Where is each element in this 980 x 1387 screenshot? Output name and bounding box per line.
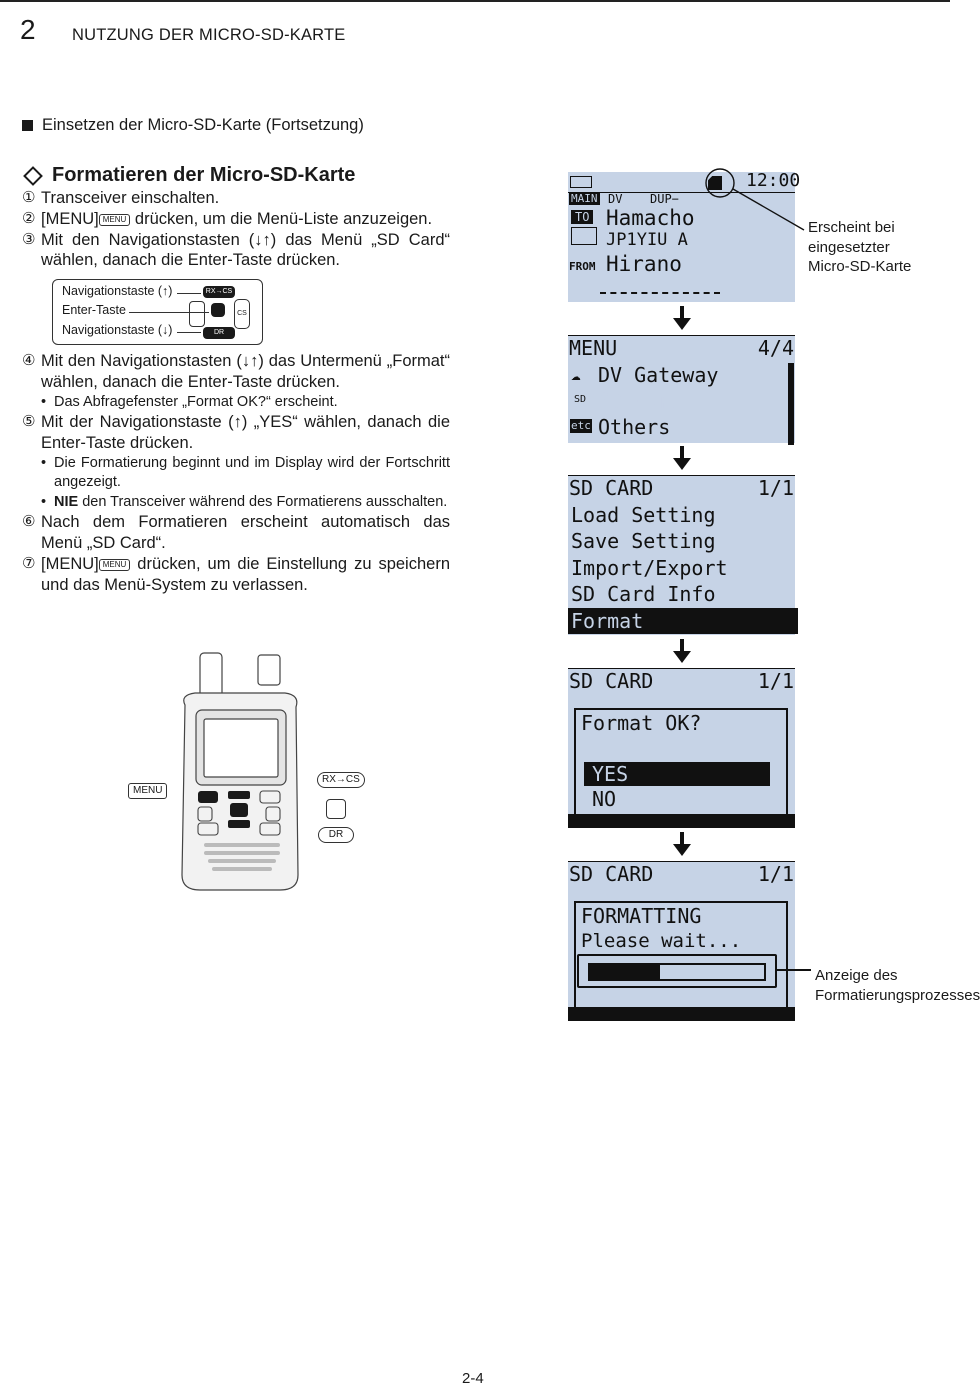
left-key-icon bbox=[189, 301, 205, 327]
sdcard-title-row: SD CARD 1/1 bbox=[569, 476, 794, 500]
dialog-question: Format OK? bbox=[581, 711, 702, 735]
from-tag: FROM bbox=[569, 260, 596, 273]
yes-option: YES bbox=[584, 762, 770, 786]
flow-arrow-2 bbox=[673, 446, 691, 470]
subsection-title: Formatieren der Micro-SD-Karte bbox=[52, 164, 356, 186]
cloud-icon: ☁ bbox=[571, 365, 581, 384]
etc-tag-icon: etc bbox=[571, 419, 591, 432]
step-2: ② [MENU] MENU drücken, um die Menü-Liste anzuzeigen. bbox=[22, 209, 433, 228]
nav-down-label: Navigationstaste (↓) bbox=[62, 323, 173, 337]
rxcs-key-icon: RX→CS bbox=[203, 286, 235, 298]
from-name: Hirano bbox=[606, 252, 682, 276]
diamond-icon bbox=[23, 166, 43, 186]
dr-key-icon: DR bbox=[318, 827, 354, 843]
steps-block-2 bbox=[22, 351, 450, 595]
sdcard-item-save: Save Setting bbox=[571, 529, 716, 553]
step-4: ④ Mit den Navigationstasten (↓↑) das Untermenü „Format“ wählen, danach die Enter-Taste drücken. bbox=[22, 352, 450, 391]
nav-up-label: Navigationstaste (↑) bbox=[62, 284, 173, 298]
lcd-progress-screen bbox=[568, 861, 795, 1021]
main-tag: MAIN bbox=[571, 192, 598, 205]
callout-progress: Anzeige des Formatierungsprozesses bbox=[815, 967, 980, 1004]
bullet-item: • Die Formatierung beginnt und im Display wird der Fortschritt angezeigt. bbox=[41, 454, 450, 491]
confirm-title-row: SD CARD 1/1 bbox=[569, 669, 794, 693]
clock-text: 12:00 bbox=[746, 170, 801, 191]
callout-sd-icon: Erscheint bei eingesetzter Micro-SD-Karte bbox=[808, 219, 912, 275]
group-icon bbox=[571, 227, 597, 245]
rxcs-key-icon: RX→CS bbox=[317, 772, 365, 788]
sd-tag-icon: SD bbox=[574, 394, 587, 405]
page-number: 2-4 bbox=[462, 1370, 484, 1387]
lcd-confirm-screen bbox=[568, 668, 795, 828]
flow-arrow-4 bbox=[673, 832, 691, 856]
flow-arrow-1 bbox=[673, 306, 691, 330]
battery-icon bbox=[570, 176, 592, 188]
lcd-menu-screen: MENU 4/4 ☁ DV Gateway SD SD Card etc Others bbox=[568, 335, 795, 443]
formatting-line1: FORMATTING bbox=[581, 904, 702, 928]
cs-key-icon: CS bbox=[234, 299, 250, 329]
dup-text: DUP− bbox=[650, 192, 679, 206]
callout-line-progress bbox=[775, 969, 811, 971]
sdcard-item-info: SD Card Info bbox=[571, 582, 716, 606]
selected-row-remnant bbox=[568, 1007, 795, 1021]
scrollbar bbox=[788, 363, 794, 445]
sdcard-item-load: Load Setting bbox=[571, 503, 716, 527]
leader-line bbox=[177, 293, 201, 294]
step-5: ⑤ Mit der Navigationstaste (↑) „YES“ wählen, danach die Enter-Taste drücken. bbox=[22, 413, 450, 452]
header-rule bbox=[0, 0, 950, 2]
section-title: Einsetzen der Micro-SD-Karte (Fortsetzung) bbox=[42, 116, 364, 134]
formatting-line2: Please wait... bbox=[581, 930, 742, 952]
selected-row-remnant bbox=[568, 814, 795, 828]
subsection-heading bbox=[22, 164, 355, 187]
step-7: ⑦ [MENU] MENU drücken, um die Einstellung zu speichern und das Menü-System zu verlassen. bbox=[22, 554, 450, 594]
to-name: Hamacho bbox=[606, 206, 695, 230]
enter-key-icon bbox=[326, 799, 346, 819]
dr-key-icon: DR bbox=[203, 327, 235, 339]
square-bullet-icon bbox=[22, 120, 33, 131]
menu-key-icon: MENU bbox=[99, 214, 131, 226]
no-option: NO bbox=[592, 787, 617, 811]
progress-highlight-frame bbox=[577, 954, 777, 988]
transceiver-illustration bbox=[120, 645, 370, 895]
chapter-number: 2 bbox=[20, 14, 36, 45]
enter-key-icon bbox=[211, 303, 225, 317]
navigation-key-diagram bbox=[52, 279, 263, 345]
steps-block-1 bbox=[22, 188, 450, 271]
menu-key-icon: MENU bbox=[99, 559, 131, 571]
format-confirm-dialog bbox=[574, 708, 788, 816]
sdcard-item-format: Format bbox=[568, 608, 798, 634]
flow-arrow-3 bbox=[673, 639, 691, 663]
callout-line-sd bbox=[700, 168, 810, 238]
leader-line bbox=[177, 332, 201, 333]
progress-title-row: SD CARD 1/1 bbox=[569, 862, 794, 886]
sdcard-item-import: Import/Export bbox=[571, 556, 728, 580]
bullet-item: • NIE den Transceiver während des Formatierens ausschalten. bbox=[41, 493, 448, 510]
mode-text: DV bbox=[608, 192, 623, 206]
chapter-title: NUTZUNG DER MICRO-SD-KARTE bbox=[72, 26, 346, 44]
section-heading bbox=[22, 116, 364, 135]
step-3: ③ Mit den Navigationstasten (↓↑) das Menü „SD Card“ wählen, danach die Enter-Taste drücken. bbox=[22, 230, 450, 270]
menu-key-icon: MENU bbox=[128, 783, 167, 799]
enter-label: Enter-Taste bbox=[62, 303, 126, 317]
to-call: JP1YIU A bbox=[606, 230, 688, 250]
dashes bbox=[600, 292, 720, 294]
menu-title-row: MENU 4/4 bbox=[569, 336, 794, 360]
step-1: ① Transceiver einschalten. bbox=[22, 189, 220, 207]
knob-icon bbox=[258, 655, 280, 685]
bullet-item: • Das Abfragefenster „Format OK?“ erscheint. bbox=[41, 393, 338, 410]
lcd-sdcard-screen bbox=[568, 475, 795, 635]
to-tag: TO bbox=[571, 210, 593, 224]
step-6: ⑥ Nach dem Formatieren erscheint automatisch das Menü „SD Card“. bbox=[22, 513, 450, 552]
